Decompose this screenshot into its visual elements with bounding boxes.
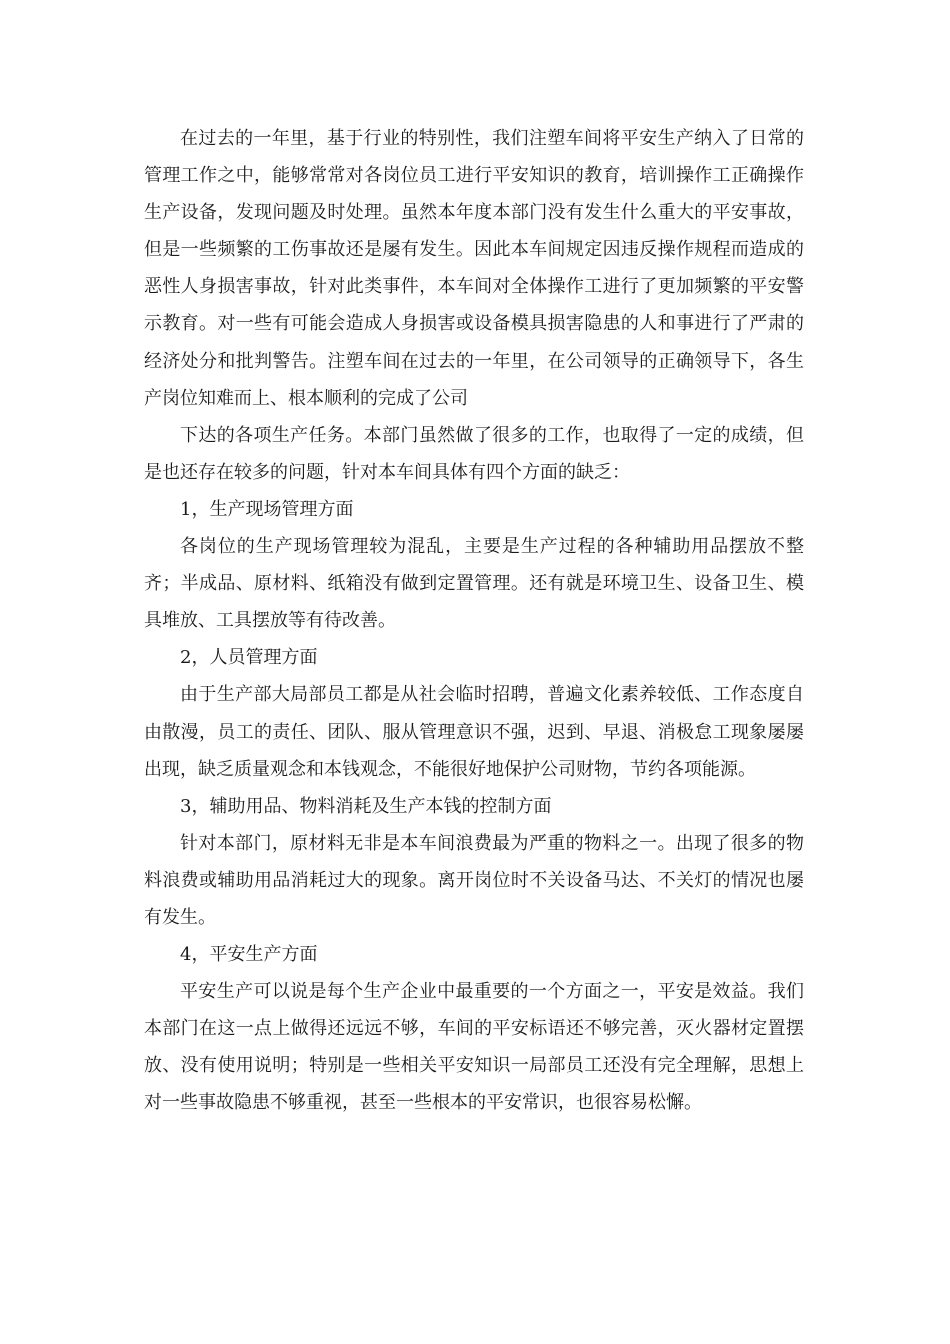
heading-safety-production: 4，平安生产方面 [180,944,318,966]
paragraph-personnel-management: 由于生产部大局部员工都是从社会临时招聘，普遍文化素养较低、工作态度自由散漫，员工的责任、团队、服从管理意识不强，迟到、早退、消极怠工现象屡屡出现，缺乏质量观念和本钱观念，不能很好地保护公司财物，节约各项能源。 [144,684,804,780]
heading-cost-control: 3，辅助用品、物料消耗及生产本钱的控制方面 [180,795,552,817]
heading-site-management: 1，生产现场管理方面 [180,498,354,520]
paragraph-cost-control: 针对本部门，原材料无非是本车间浪费最为严重的物料之一。出现了很多的物料浪费或辅助用品消耗过大的现象。离开岗位时不关设备马达、不关灯的情况也屡有发生。 [144,832,804,928]
document-body [144,120,804,1122]
paragraph-tasks: 下达的各项生产任务。本部门虽然做了很多的工作，也取得了一定的成绩，但是也还存在较多的问题，针对本车间具体有四个方面的缺乏： [144,424,804,483]
paragraph-safety-production: 平安生产可以说是每个生产企业中最重要的一个方面之一，平安是效益。我们本部门在这一点上做得还远远不够，车间的平安标语还不够完善，灭火器材定置摆放、没有使用说明；特别是一些相关平安知识一局部员工还没有完全理解，思想上对一些事故隐患不够重视，甚至一些根本的平安常识，也很容易松懈。 [144,981,804,1114]
paragraph-site-management: 各岗位的生产现场管理较为混乱，主要是生产过程的各种辅助用品摆放不整齐；半成品、原材料、纸箱没有做到定置管理。还有就是环境卫生、设备卫生、模具堆放、工具摆放等有待改善。 [144,536,804,632]
heading-personnel-management: 2，人员管理方面 [180,647,318,669]
paragraph-intro: 在过去的一年里，基于行业的特别性，我们注塑车间将平安生产纳入了日常的管理工作之中，能够常常对各岗位员工进行平安知识的教育，培训操作工正确操作生产设备，发现问题及时处理。虽然本年度本部门没有发生什么重大的平安事故，但是一些频繁的工伤事故还是屡有发生。因此本车间规定因违反操作规程而造成的恶性人身损害事故，针对此类事件，本车间对全体操作工进行了更加频繁的平安警示教育。对一些有可能会造成人身损害或设备模具损害隐患的人和事进行了严肃的经济处分和批判警告。注塑车间在过去的一年里，在公司领导的正确领导下，各生产岗位知难而上、根本顺利的完成了公司 [144,128,804,409]
